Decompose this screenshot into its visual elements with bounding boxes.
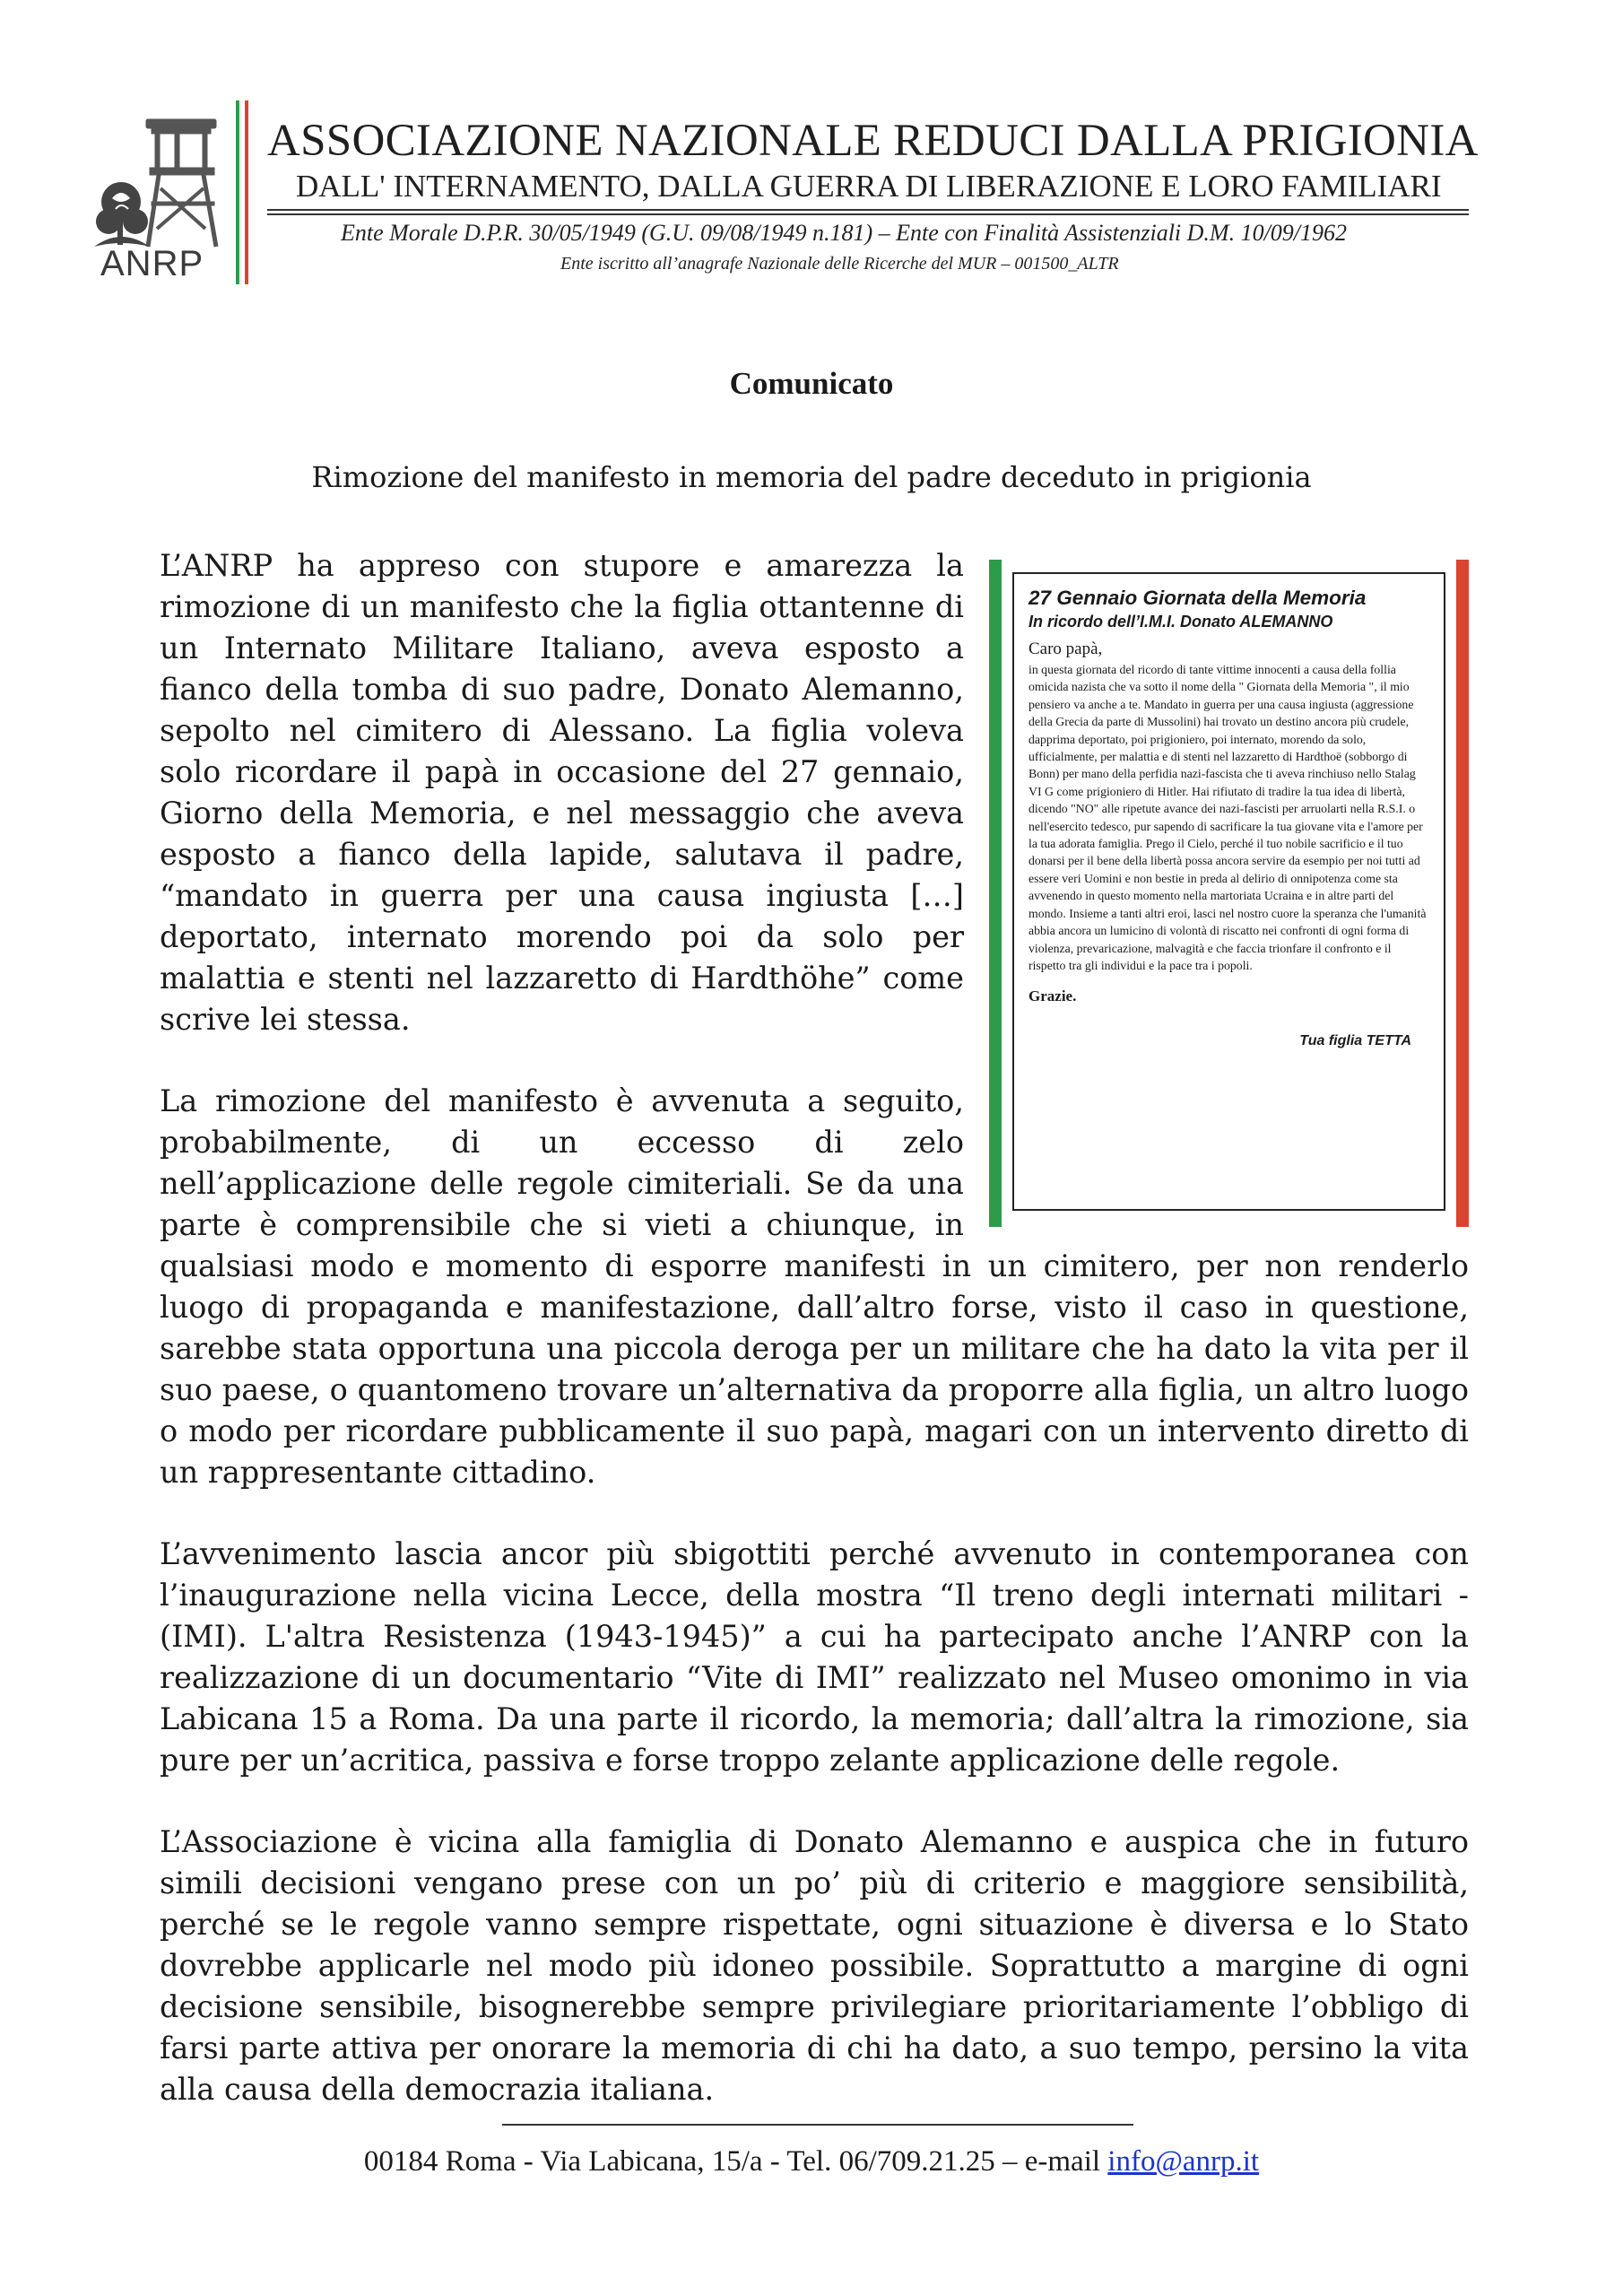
footer-rule bbox=[502, 2124, 1133, 2126]
poster-body: in questa giornata del ricordo di tante vittime innocenti a causa della follia omicida nazista che va sotto il nome della " Giornata della Memoria ", il mio pensiero va anche a te. Mandato in guerra per una causa ingiusta (aggressione della Grecia da parte di Mussolini) hai trovato un destino ancora più crudele, dapprima deportato, poi prigioniero, poi internato, morendo da solo, ufficialmente, per malattia e di stenti nel lazzaretto di Hardthoë (sobborgo di Bonn) per mano della perfidia nazi-fascista che ti aveva rinchiuso nello Stalag VI G come prigioniero di Hitler. Hai rifiutato di tradire la tua idea di libertà, dicendo "NO" alle ripetute avance dei nazi-fascisti per arruolarti nella R.S.I. o nell'esercito tedesco, pur sapendo di sacrificare la tua giovane vita e l'amore per la tua adorata famiglia. Prego il Cielo, perché il tuo nobile sacrificio e il tuo donarsi per il bene della libertà possa ancora servire da esempio per noi tutti ad essere veri Uomini e non bestie in preda al delirio di onnipotenza come sta avvenendo in questo momento nella martoriata Ucraina e in altre parti del mondo. Insieme a tanti altri eroi, lasci nel nostro cuore la speranza che l'umanità abbia ancora un lumicino di volontà di riscatto nei confronti di ogni forma di violenza, prevaricazione, malvagità e che faccia trionfare il confronto e il rispetto tra gli individui e la pace tra i popoli. bbox=[1028, 663, 1427, 972]
paragraph: L’ANRP ha appreso con stupore e amarezza la rimozione di un manifesto che la figlia ottantenne di un Internato Militare Italiano, aveva esposto a fianco della tomba di suo padre, Donato Alemanno, sepolto nel cimitero di Alessano. La figlia voleva solo ricordare il papà in occasione del 27 gennaio, Giorno della Memoria, e nel messaggio che aveva esposto a fianco della lapide, salutava il padre, “mandato in guerra per una causa ingiusta […] deportato, internato morendo poi da solo per malattia e stenti nel lazzaretto di Hardthöhe” come scrive lei stessa. bbox=[160, 548, 964, 1037]
memorial-poster-image bbox=[989, 545, 1469, 1227]
ente-registry-line: Ente iscritto all’anagrafe Nazionale delle Ricerche del MUR – 001500_ALTR bbox=[560, 254, 1119, 274]
document-subject: Rimozione del manifesto in memoria del padre deceduto in prigionia bbox=[311, 460, 1312, 494]
footer-address: 00184 Roma - Via Labicana, 15/a - Tel. 06/709.21.25 – e-mail bbox=[363, 2145, 1108, 2178]
poster-frame bbox=[1012, 572, 1445, 1211]
document-body bbox=[160, 545, 1469, 2151]
logo-text: ANRP bbox=[100, 244, 204, 283]
footer bbox=[0, 2145, 1623, 2179]
memorial-poster bbox=[989, 560, 1469, 1227]
document-heading: Comunicato bbox=[729, 366, 894, 401]
ente-morale-line: Ente Morale D.P.R. 30/05/1949 (G.U. 09/08/1949 n.181) – Ente con Finalità Assistenziali D.M. 10/09/1962 bbox=[341, 220, 1348, 246]
email-link[interactable]: info@anrp.it bbox=[1107, 2145, 1260, 2178]
flag-stripe-green bbox=[236, 100, 239, 284]
poster-green-band bbox=[989, 560, 1002, 1227]
header-rule-2 bbox=[267, 213, 1469, 215]
association-title: ASSOCIAZIONE NAZIONALE REDUCI DALLA PRIGIONIA bbox=[267, 116, 1479, 166]
flag-stripe-red bbox=[245, 100, 248, 284]
poster-subtitle: In ricordo dell’I.M.I. Donato ALEMANNO bbox=[1028, 613, 1333, 631]
poster-red-band bbox=[1456, 560, 1469, 1227]
paragraph: L’avvenimento lascia ancor più sbigottiti perché avvenuto in contemporanea con l’inaugurazione nella vicina Lecce, della mostra “Il treno degli internati militari - (IMI). L'altra Resistenza (1943-1945)” a cui ha partecipato anche l’ANRP con la realizzazione di un documentario “Vite di IMI” realizzato nel Museo omonimo in via Labicana 15 a Roma. Da una parte il ricordo, la memoria; dall’altra la rimozione, sia pure per un’acritica, passiva e forse troppo zelante applicazione delle regole. bbox=[160, 1536, 1469, 1778]
poster-greeting: Caro papà, bbox=[1028, 639, 1103, 658]
header-rule bbox=[267, 209, 1469, 211]
paragraph: La rimozione del manifesto è avvenuta a seguito, probabilmente, di un eccesso di zelo nell’applicazione delle regole cimiteriali. Se da una parte è comprensibile che si vieti a chiunque, in qualsiasi modo e momento di esporre manifesti in un cimitero, per non renderlo luogo di propaganda e manifestazione, dall’altro forse, visto il caso in questione, sarebbe stata opportuna una piccola deroga per un militare che ha dato la vita per il suo paese, o quantomeno trovare un’alternativa da proporre alla figlia, un altro luogo o modo per ricordare pubblicamente il suo papà, magari con un intervento diretto di un rappresentante cittadino. bbox=[160, 1083, 1469, 1490]
poster-thanks: Grazie. bbox=[1028, 987, 1077, 1005]
poster-title: 27 Gennaio Giornata della Memoria bbox=[1028, 587, 1367, 609]
poster-signature: Tua figlia TETTA bbox=[1299, 1033, 1411, 1049]
association-subtitle: DALL' INTERNAMENTO, DALLA GUERRA DI LIBERAZIONE E LORO FAMILIARI bbox=[296, 169, 1442, 204]
paragraph: L’Associazione è vicina alla famiglia di Donato Alemanno e auspica che in futuro simili decisioni vengano prese con un po’ più di criterio e maggiore sensibilità, perché se le regole vanno sempre rispettate, ogni situazione è diversa e lo Stato dovrebbe applicarle nel modo più idoneo possibile. Soprattutto a margine di ogni decisione sensibile, bisognerebbe sempre privilegiare prioritariamente l’obbligo di farsi parte attiva per onorare la memoria di chi ha dato, a suo tempo, persino la vita alla causa della democrazia italiana. bbox=[160, 1824, 1469, 2107]
